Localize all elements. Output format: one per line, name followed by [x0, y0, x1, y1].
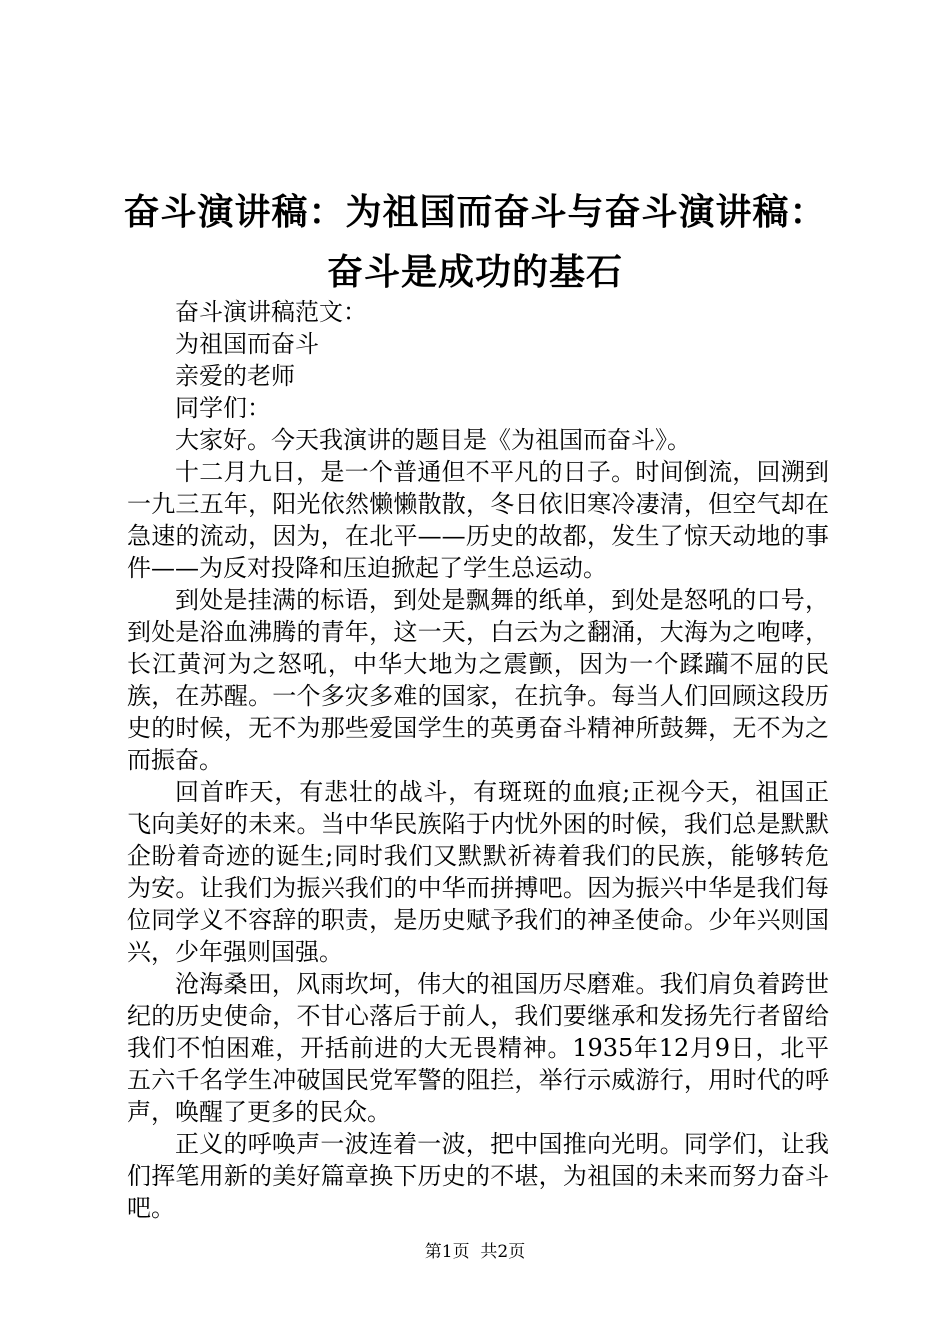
paragraph: 为祖国而奋斗 — [175, 330, 319, 358]
paragraph: 同学们： — [175, 394, 271, 422]
paragraph: 沧海桑田，风雨坎坷，伟大的祖国历尽磨难。我们肩负着跨世纪的历史使命，不甘心落后于前人，我们要继承和发扬先行者留给我们不怕困难，开括前进的大无畏精神。1935年12月9日，北平五六千名学生冲破国民党军警的阻拦，举行示威游行，用时代的呼声，唤醒了更多的民众。 — [127, 970, 829, 1126]
paragraph: 亲爱的老师 — [175, 362, 295, 390]
page-footer — [0, 1241, 950, 1263]
paragraph: 到处是挂满的标语，到处是飘舞的纸单，到处是怒吼的口号，到处是浴血沸腾的青年，这一天，白云为之翻涌，大海为之咆哮，长江黄河为之怒吼，中华大地为之震颤，因为一个蹂躏不屈的民族，在苏醒。一个多灾多难的国家，在抗争。每当人们回顾这段历史的时候，无不为那些爱国学生的英勇奋斗精神所鼓舞，无不为之而振奋。 — [127, 586, 829, 774]
paragraph: 大家好。今天我演讲的题目是《为祖国而奋斗》。 — [175, 426, 691, 454]
document-body — [127, 296, 829, 1224]
document-title: 奋斗演讲稿：为祖国而奋斗与奋斗演讲稿：奋斗是成功的基石 — [123, 191, 827, 293]
page-number: 第1页 — [424, 1242, 470, 1262]
footer-spacer — [470, 1242, 481, 1262]
paragraph: 回首昨天，有悲壮的战斗，有斑斑的血痕;正视今天，祖国正飞向美好的未来。当中华民族陷于内忧外困的时候，我们总是默默企盼着奇迹的诞生;同时我们又默默祈祷着我们的民族，能够转危为安。让我们为振兴我们的中华而拼搏吧。因为振兴中华是我们每位同学义不容辞的职责，是历史赋予我们的神圣使命。少年兴则国兴，少年强则国强。 — [127, 778, 829, 966]
paragraph: 十二月九日，是一个普通但不平凡的日子。时间倒流，回溯到一九三五年，阳光依然懒懒散散，冬日依旧寒冷凄清，但空气却在急速的流动，因为，在北平——历史的故都，发生了惊天动地的事件——为反对投降和压迫掀起了学生总运动。 — [127, 458, 829, 582]
paragraph: 奋斗演讲稿范文： — [175, 298, 367, 326]
page-total: 共2页 — [480, 1242, 526, 1262]
paragraph: 正义的呼唤声一波连着一波，把中国推向光明。同学们，让我们挥笔用新的美好篇章换下历史的不堪，为祖国的未来而努力奋斗吧。 — [127, 1130, 829, 1222]
